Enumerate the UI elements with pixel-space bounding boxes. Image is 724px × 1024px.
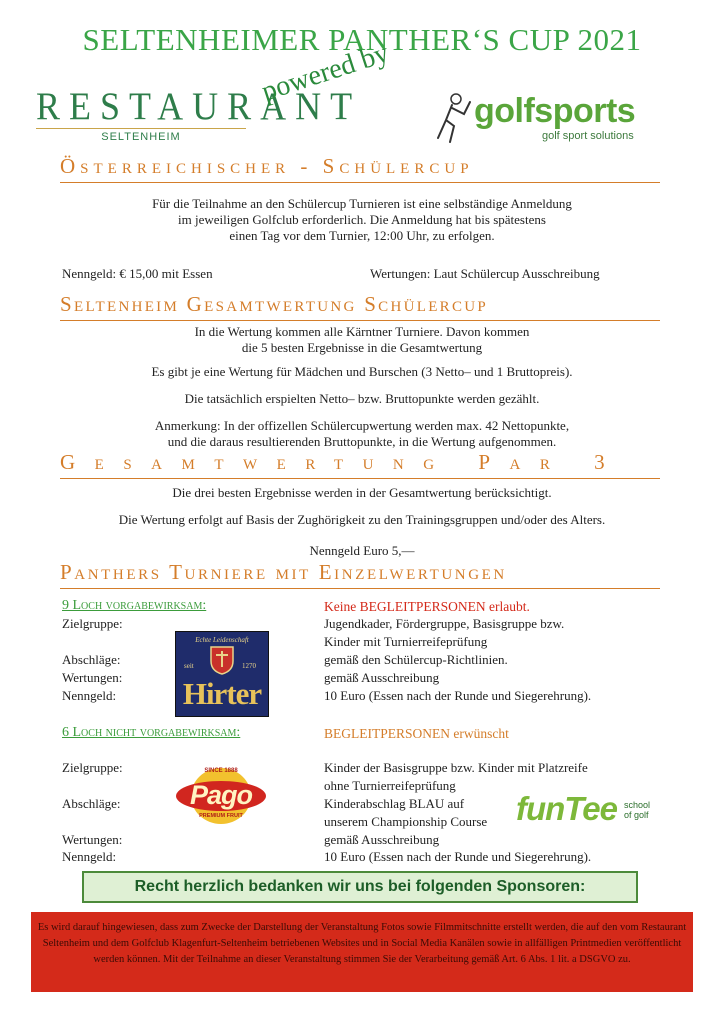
- hirter-logo: [175, 631, 269, 717]
- section2-p3: Die tatsächlich erspielten Netto– bzw. Bruttopunkte werden gezählt.: [184, 391, 540, 406]
- funtee-name: funTee: [516, 790, 617, 827]
- golfer-icon: [432, 92, 472, 144]
- golfsports-logo: [432, 90, 667, 146]
- restaurant-logo-word: RESTAURANT: [36, 84, 362, 128]
- section-heading-text: Panthers Turniere mit Einzelwertungen: [60, 560, 507, 584]
- text-line: die 5 besten Ergebnisse in die Gesamtwertung: [241, 340, 483, 355]
- sponsors-thanks-banner: Recht herzlich bedanken wir uns bei folgenden Sponsoren:: [82, 871, 638, 903]
- row-key: Wertungen:: [62, 832, 123, 847]
- section3-p3: Nenngeld Euro 5,—: [309, 543, 415, 558]
- funtee-sub2: of golf: [624, 810, 649, 820]
- pago-name: Pago: [189, 780, 252, 810]
- entry-fee-text: Nenngeld: € 15,00 mit Essen: [62, 266, 213, 281]
- section-heading-text: Seltenheim Gesamtwertung Schülercup: [60, 292, 489, 316]
- section2-p2: Es gibt je eine Wertung für Mädchen und Burschen (3 Netto– und 1 Bruttopreis).: [151, 364, 573, 379]
- nine-hole-label: 9 Loch vorgabewirksam:: [62, 598, 207, 613]
- row-value: 10 Euro (Essen nach der Runde und Siegerehrung).: [324, 849, 592, 864]
- pago-since: SINCE 1888: [204, 768, 238, 774]
- row-value: Jugendkader, Fördergruppe, Basisgruppe bzw.: [324, 616, 565, 631]
- six-hole-label: 6 Loch nicht vorgabewirksam:: [62, 725, 241, 740]
- text-line: Für die Teilnahme an den Schülercup Turnieren ist eine selbständige Anmeldung: [152, 196, 572, 211]
- hirter-name: Hirter: [182, 676, 262, 711]
- powered-by-text: powered by: [258, 37, 393, 108]
- section3-p2: Die Wertung erfolgt auf Basis der Zughörigkeit zu den Trainingsgruppen und/oder des Alters.: [118, 512, 606, 527]
- nine-hole-note: Keine BEGLEITPERSONEN erlaubt.: [324, 599, 530, 614]
- funtee-logo: [516, 790, 666, 834]
- row-value: unserem Championship Course: [324, 814, 488, 829]
- text-line: Anmerkung: In der offizellen Schülercupwertung werden max. 42 Nettopunkte,: [154, 418, 570, 433]
- section2-p4: [40, 418, 684, 450]
- section2-p1: [40, 324, 684, 356]
- row-value: 10 Euro (Essen nach der Runde und Siegerehrung).: [324, 688, 592, 703]
- row-key: Abschläge:: [62, 796, 121, 811]
- funtee-sub1: school: [624, 800, 651, 810]
- row-key: Zielgruppe:: [62, 616, 123, 631]
- row-value: Kinderabschlag BLAU auf: [324, 796, 465, 811]
- row-value: gemäß Ausschreibung: [324, 670, 440, 685]
- section-heading-text: Gesamtwertung Par 3: [60, 450, 625, 474]
- section-heading-text: Österreichischer - Schülercup: [60, 154, 474, 178]
- page-title: SELTENHEIMER PANTHER‘S CUP 2021: [82, 22, 642, 57]
- text-line: einen Tag vor dem Turnier, 12:00 Uhr, zu erfolgen.: [229, 228, 495, 243]
- row-key: Zielgruppe:: [62, 760, 123, 775]
- row-value: Kinder der Basisgruppe bzw. Kinder mit Platzreife: [324, 760, 588, 775]
- section-heading-schuelercup: [60, 154, 660, 183]
- text-line: im jeweiligen Golfclub erforderlich. Die Anmeldung hat bis spätestens: [178, 212, 546, 227]
- section-heading-gesamtwertung: [60, 292, 660, 321]
- row-value: gemäß Ausschreibung: [324, 832, 440, 847]
- row-key: Wertungen:: [62, 670, 123, 685]
- photo-disclaimer: Es wird darauf hingewiesen, dass zum Zwecke der Darstellung der Veranstaltung Fotos sowie Filmmitschnitte erstellt werden, die auf den vom Restaurant Seltenheim und dem Golfclub Klagenfurt-Seltenheim betriebenen Websites und in Social Media Kanälen sowie in allfälligen Printmedien veröffentlicht werden können. Mit der Teilnahme an dieser Veranstaltung stimmen Sie der Verarbeitung gemäß Art. 6 Abs. 1 lit. a DSGVO zu.: [31, 912, 693, 992]
- ratings-text: Wertungen: Laut Schülercup Ausschreibung: [370, 266, 600, 281]
- row-key: Nenngeld:: [62, 688, 117, 703]
- hirter-tagline: Echte Leidenschaft: [195, 636, 249, 644]
- golfsports-name: golfsports: [474, 92, 636, 130]
- row-value: ohne Turnierreifeprüfung: [324, 778, 456, 793]
- row-key: Nenngeld:: [62, 849, 117, 864]
- section1-text: [40, 196, 684, 244]
- hirter-year: 1270: [242, 662, 256, 670]
- restaurant-logo-sub: SELTENHEIM: [101, 131, 181, 143]
- logo-divider: [36, 128, 246, 129]
- crest-icon: [208, 645, 236, 675]
- text-line: In die Wertung kommen alle Kärntner Turniere. Davon kommen: [194, 324, 530, 339]
- golfsports-sub: golf sport solutions: [542, 130, 634, 142]
- row-value: Kinder mit Turnierreifeprüfung: [324, 634, 488, 649]
- pago-logo: [175, 766, 267, 826]
- pago-premium: PREMIUM FRUIT: [199, 813, 243, 819]
- section-heading-par3: [60, 450, 660, 479]
- row-key: Abschläge:: [62, 652, 121, 667]
- section-heading-panthers: [60, 560, 660, 589]
- hirter-seit: seit: [184, 662, 194, 670]
- row-value: gemäß den Schülercup-Richtlinien.: [324, 652, 508, 667]
- text-line: und die daraus resultierenden Bruttopunkte, in die Wertung aufgenommen.: [167, 434, 557, 449]
- section3-p1: Die drei besten Ergebnisse werden in der Gesamtwertung berücksichtigt.: [172, 485, 552, 500]
- six-hole-note: BEGLEITPERSONEN erwünscht: [324, 726, 509, 741]
- restaurant-logo: [36, 84, 362, 143]
